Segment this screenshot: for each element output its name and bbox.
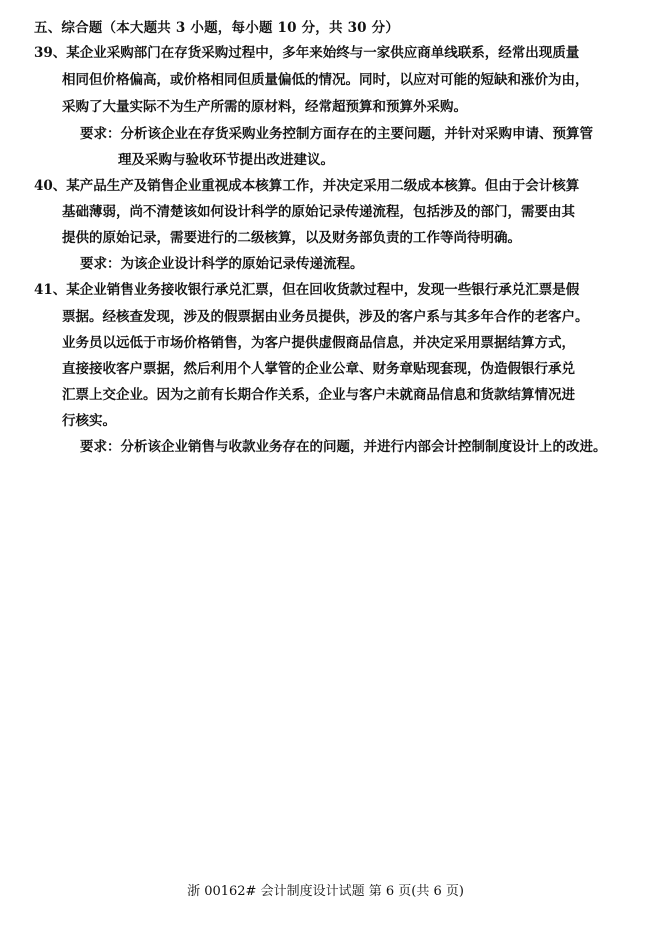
question-39-line-2: 相同但价格偏高，或价格相同但质量偏低的情况。同时，以应对可能的短缺和涨价为由， bbox=[62, 72, 589, 88]
question-40-line-2: 基础薄弱，尚不清楚该如何设计科学的原始记录传递流程，包括涉及的部门，需要由其 bbox=[62, 204, 575, 220]
question-39-requirement-line-1: 要求：分析该企业在存货采购业务控制方面存在的主要问题，并针对采购申请、预算管 bbox=[80, 126, 593, 142]
question-41-line-3: 业务员以远低于市场价格销售，为客户提供虚假商品信息，并决定采用票据结算方式， bbox=[62, 335, 575, 351]
page-footer: 浙 00162# 会计制度设计试题 第 6 页(共 6 页) bbox=[187, 884, 464, 899]
question-40-requirement-line-1: 要求：为该企业设计科学的原始记录传递流程。 bbox=[80, 256, 364, 272]
question-41-line-1: 41、某企业销售业务接收银行承兑汇票，但在回收货款过程中，发现一些银行承兑汇票是假 bbox=[34, 282, 580, 298]
question-39-requirement-line-2: 理及采购与验收环节提出改进建议。 bbox=[118, 152, 334, 168]
question-41-line-2: 票据。经核查发现，涉及的假票据由业务员提供，涉及的客户系与其多年合作的老客户。 bbox=[62, 309, 589, 325]
question-41-line-5: 汇票上交企业。因为之前有长期合作关系，企业与客户未就商品信息和货款结算情况进 bbox=[62, 387, 575, 403]
question-39-line-3: 采购了大量实际不为生产所需的原材料，经常超预算和预算外采购。 bbox=[62, 99, 467, 115]
question-40-line-1: 40、某产品生产及销售企业重视成本核算工作，并决定采用二级成本核算。但由于会计核算 bbox=[34, 178, 580, 194]
question-41-requirement-line-1: 要求：分析该企业销售与收款业务存在的问题，并进行内部会计控制制度设计上的改进。 bbox=[80, 439, 607, 455]
question-39-line-1: 39、某企业采购部门在存货采购过程中，多年来始终与一家供应商单线联系，经常出现质量 bbox=[34, 45, 580, 61]
question-41-line-6: 行核实。 bbox=[62, 413, 116, 429]
question-41-line-4: 直接接收客户票据，然后利用个人掌管的企业公章、财务章贴现套现，伪造假银行承兑 bbox=[62, 361, 575, 377]
question-40-line-3: 提供的原始记录，需要进行的二级核算，以及财务部负责的工作等尚待明确。 bbox=[62, 230, 521, 246]
section-title: 五、综合题（本大题共 3 小题，每小题 10 分，共 30 分） bbox=[34, 20, 400, 36]
